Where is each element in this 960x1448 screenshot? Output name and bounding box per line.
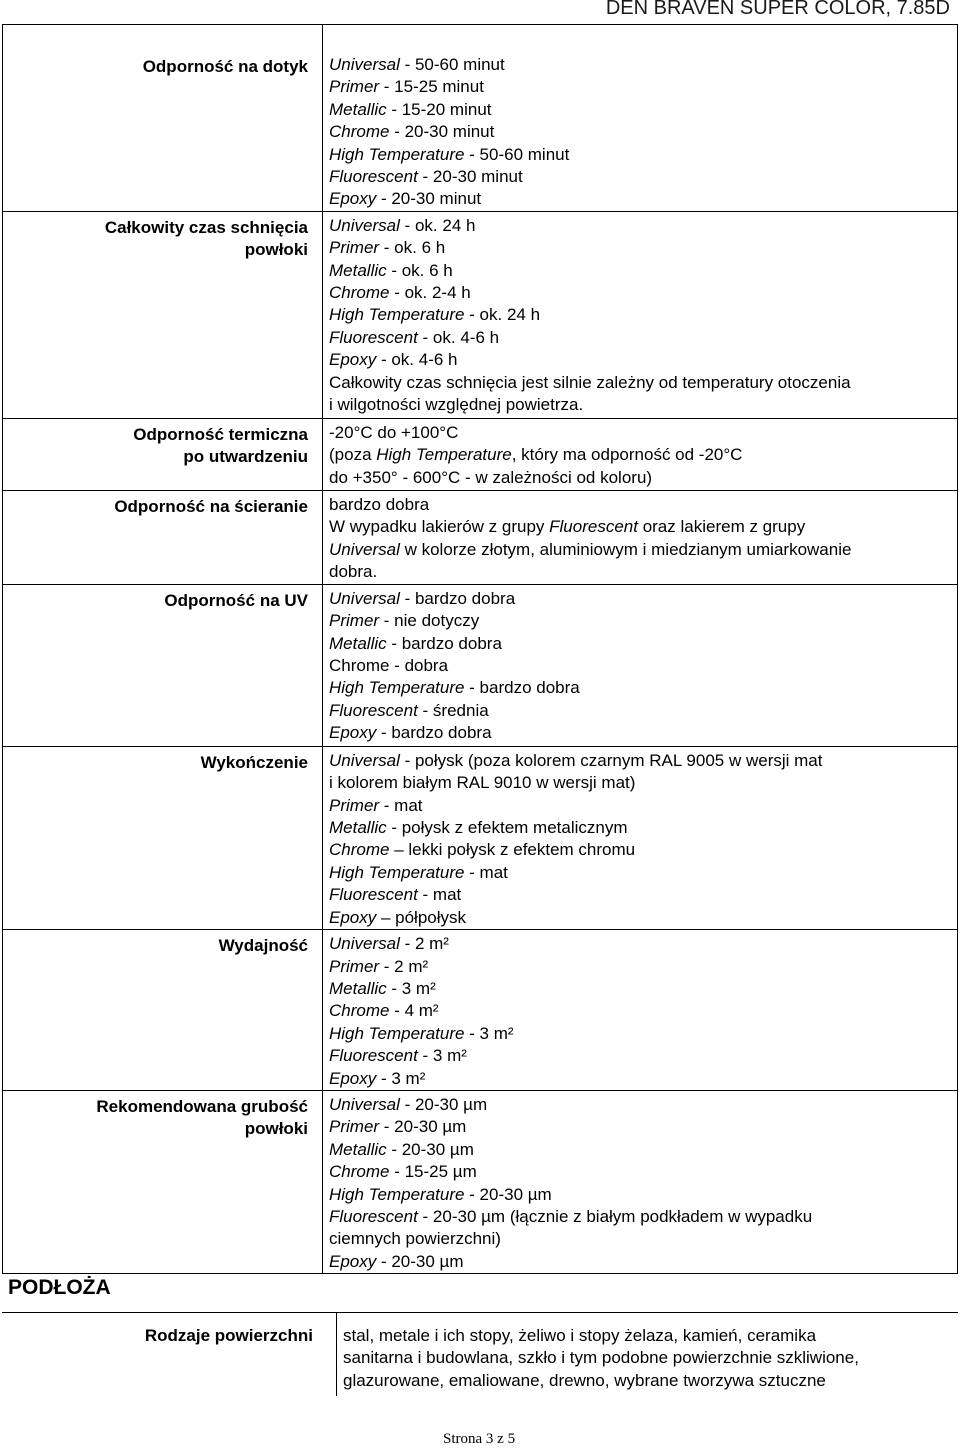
product-name: Universal [329, 539, 400, 559]
spec-value-line [329, 99, 949, 121]
product-name: High Temperature [376, 445, 512, 465]
spec-text: - 20-30 minut [417, 167, 523, 187]
spec-row [3, 490, 958, 584]
spec-text: Całkowity czas schnięcia jest silnie zależny od temperatury otoczenia [329, 372, 851, 392]
spec-table-body [3, 25, 958, 1274]
spec-table [2, 24, 958, 1274]
spec-value-line [329, 1228, 949, 1250]
product-name: Universal [329, 55, 400, 74]
spec-row [3, 211, 958, 418]
spec-value-line [329, 539, 949, 561]
spec-value-line [329, 700, 949, 722]
spec-text: w kolorze złotym, aluminiowym i miedzianym umiarkowanie [399, 539, 852, 559]
spec-value-line [329, 1139, 949, 1161]
spec-text: - 20-30 minut [376, 189, 482, 209]
spec-value-line [329, 494, 949, 516]
spec-label: powłoki [244, 240, 308, 260]
spec-text: - 3 m² [386, 978, 436, 998]
spec-text: - mat [379, 795, 423, 815]
spec-value-line [329, 144, 949, 166]
spec-label: Odporność na ścieranie [114, 496, 308, 516]
spec-text: - ok. 6 h [386, 260, 453, 280]
product-name: Universal [329, 215, 400, 235]
spec-text: - 50-60 minut [399, 55, 505, 74]
spec-value-line [329, 516, 949, 538]
product-name: Metallic [329, 978, 387, 998]
spec-text: - 20-30 µm [376, 1251, 464, 1271]
product-name: Universal [329, 934, 400, 954]
document-header: DEN BRAVEN SUPER COLOR, 7.85D [605, 0, 950, 19]
spec-value-cell [323, 418, 958, 490]
product-name: Primer [329, 956, 380, 976]
product-name: Metallic [329, 633, 387, 653]
spec-text: - połysk z efektem metalicznym [386, 818, 628, 838]
product-name: Fluorescent [329, 700, 418, 720]
spec-value-cell [323, 930, 958, 1091]
spec-value-line [329, 933, 949, 955]
product-name: High Temperature [329, 1184, 465, 1204]
spec-value-line [329, 327, 949, 349]
spec-text: - 2 m² [379, 956, 429, 976]
spec-value-line [329, 956, 949, 978]
spec-row [3, 25, 958, 212]
spec-row [3, 746, 958, 929]
spec-text: - 3 m² [464, 1023, 514, 1043]
product-name: Primer [329, 77, 380, 97]
spec-value-line [329, 121, 949, 143]
spec-text: – półpołysk [376, 907, 467, 927]
spec-value-cell [323, 584, 958, 746]
spec-text: , który ma odporność od -20°C [511, 445, 743, 465]
product-name: Fluorescent [549, 517, 638, 537]
spec-value-line [329, 588, 949, 610]
product-name: Fluorescent [329, 327, 418, 347]
spec-value-line [329, 394, 949, 416]
product-name: High Temperature [329, 678, 465, 698]
spec-value-line [329, 188, 949, 210]
spec-label: Rekomendowana grubość [96, 1096, 308, 1116]
product-name: Epoxy [329, 350, 377, 370]
spec-text: i wilgotności względnej powietrza. [329, 395, 584, 415]
spec-value-line [329, 467, 949, 489]
spec-text: - ok. 6 h [379, 238, 446, 258]
spec-text: - 20-30 µm [386, 1139, 474, 1159]
spec-row [3, 418, 958, 490]
spec-label-cell [3, 418, 323, 490]
product-name: Fluorescent [329, 885, 418, 905]
spec-label: Odporność termiczna [133, 424, 308, 444]
spec-text: - 3 m² [376, 1068, 426, 1088]
section-title: PODŁOŻA [8, 1276, 111, 1299]
spec-text: - 20-30 minut [389, 122, 495, 142]
spec-label-cell [3, 490, 323, 584]
spec-value-line [329, 54, 949, 76]
spec-text: - ok. 4-6 h [417, 327, 500, 347]
spec-value-line [329, 215, 949, 237]
product-name: Metallic [329, 818, 387, 838]
spec-value-line [329, 76, 949, 98]
product-name: Metallic [329, 260, 387, 280]
spec-text: - 20-30 µm [379, 1117, 467, 1137]
product-name: Primer [329, 238, 380, 258]
surface-types-line: sanitarna i budowlana, szkło i tym podobne powierzchnie szkliwione, [343, 1348, 859, 1368]
spec-value-line [329, 166, 949, 188]
product-name: Primer [329, 795, 380, 815]
spec-text: oraz lakierem z grupy [637, 517, 806, 537]
spec-value-line [329, 1068, 949, 1090]
spec-row [3, 930, 958, 1091]
section-divider-left [2, 1312, 336, 1313]
product-name: Primer [329, 611, 380, 631]
spec-text: - 20-30 µm [464, 1184, 552, 1204]
spec-value-line [329, 304, 949, 326]
spec-label: Wydajność [218, 936, 308, 956]
spec-text: - ok. 4-6 h [376, 350, 458, 370]
spec-label-cell [3, 1090, 323, 1273]
spec-value-line [329, 1116, 949, 1138]
spec-value-line [329, 1000, 949, 1022]
spec-value-line [329, 655, 949, 677]
spec-text: Chrome - dobra [329, 656, 449, 676]
spec-value-line [329, 610, 949, 632]
spec-text: – lekki połysk z efektem chromu [389, 840, 636, 860]
spec-value-line [329, 1184, 949, 1206]
product-name: High Temperature [329, 862, 465, 882]
spec-text: bardzo dobra [329, 494, 430, 514]
spec-text: i kolorem białym RAL 9010 w wersji mat) [329, 773, 636, 793]
surface-types-line: glazurowane, emaliowane, drewno, wybrane tworzywa sztuczne [343, 1370, 826, 1390]
spec-value-line [329, 1045, 949, 1067]
spec-text: - średnia [417, 700, 489, 720]
product-name: Chrome [329, 1001, 390, 1021]
spec-text: do +350° - 600°C - w zależności od koloru) [329, 467, 653, 487]
spec-text: - 2 m² [399, 934, 449, 954]
spec-text: dobra. [329, 562, 378, 582]
product-name: Universal [329, 750, 400, 770]
spec-value-line [329, 722, 949, 744]
spec-text: - 50-60 minut [464, 144, 570, 164]
spec-label: po utwardzeniu [183, 447, 308, 467]
spec-text: - ok. 2-4 h [389, 283, 471, 303]
product-name: Chrome [329, 840, 390, 860]
spec-text: ciemnych powierzchni) [329, 1229, 501, 1249]
product-name: Metallic [329, 1139, 387, 1159]
spec-value-cell [323, 490, 958, 584]
spec-value-line [329, 561, 949, 583]
product-name: Chrome [329, 122, 390, 142]
surface-types-label: Rodzaje powierzchni [144, 1326, 313, 1345]
spec-text: - 4 m² [389, 1001, 439, 1021]
spec-value-cell [323, 746, 958, 929]
spec-value-line [329, 372, 949, 394]
spec-text: - mat [417, 885, 462, 905]
spec-value-line [329, 772, 949, 794]
product-name: Fluorescent [329, 167, 418, 187]
product-name: High Temperature [329, 305, 465, 325]
spec-text: - 15-25 µm [389, 1162, 477, 1182]
product-name: Epoxy [329, 189, 377, 209]
product-name: Primer [329, 1117, 380, 1137]
product-name: Epoxy [329, 907, 377, 927]
spec-text: - bardzo dobra [376, 723, 492, 743]
spec-label: powłoki [244, 1119, 308, 1139]
spec-text: - ok. 24 h [464, 305, 541, 325]
spec-value-line [329, 750, 949, 772]
spec-text: - 20-30 µm [399, 1094, 488, 1114]
spec-label: Odporność na dotyk [142, 57, 308, 76]
section-divider-right [336, 1312, 958, 1313]
spec-value-line [329, 1206, 949, 1228]
spec-value-line [329, 795, 949, 817]
spec-text: - 15-20 minut [386, 99, 492, 119]
spec-text: -20°C do +100°C [329, 422, 459, 442]
product-name: Epoxy [329, 723, 377, 743]
spec-text: W wypadku lakierów z grupy [329, 517, 550, 537]
spec-value-line [329, 1161, 949, 1183]
spec-label-cell [3, 930, 323, 1091]
spec-text: - połysk (poza kolorem czarnym RAL 9005 w wersji mat [399, 750, 823, 770]
spec-label-cell [3, 211, 323, 418]
spec-text: - nie dotyczy [379, 611, 480, 631]
spec-value-line [329, 884, 949, 906]
spec-label-cell [3, 746, 323, 929]
spec-label-cell [3, 25, 323, 212]
spec-value-line [329, 839, 949, 861]
spec-value-line [329, 260, 949, 282]
product-name: Epoxy [329, 1251, 377, 1271]
spec-value-cell [323, 211, 958, 418]
spec-value-line [329, 633, 949, 655]
spec-value-line [329, 1251, 949, 1273]
surface-types-line: stal, metale i ich stopy, żeliwo i stopy żelaza, kamień, ceramika [343, 1326, 817, 1345]
spec-text: - 3 m² [417, 1046, 467, 1066]
section-divider-vertical [336, 1312, 337, 1396]
spec-value-line [329, 1094, 949, 1116]
spec-text: - mat [464, 862, 508, 882]
product-name: Universal [329, 1094, 400, 1114]
spec-row [3, 1090, 958, 1273]
page-number: Strona 3 z 5 [443, 1431, 516, 1447]
product-name: Chrome [329, 283, 390, 303]
spec-value-cell [323, 25, 958, 212]
spec-label: Całkowity czas schnięcia [104, 217, 308, 237]
spec-value-line [329, 349, 949, 371]
product-name: Chrome [329, 1162, 390, 1182]
spec-text: - bardzo dobra [399, 588, 516, 608]
spec-label: Odporność na UV [164, 590, 308, 610]
product-name: Universal [329, 588, 400, 608]
spec-text: - ok. 24 h [399, 215, 476, 235]
spec-text: (poza [329, 445, 377, 465]
spec-value-line [329, 444, 949, 466]
product-name: Metallic [329, 99, 387, 119]
product-name: Fluorescent [329, 1206, 418, 1226]
spec-value-line [329, 237, 949, 259]
spec-label-cell [3, 584, 323, 746]
product-name: Fluorescent [329, 1046, 418, 1066]
spec-text: - bardzo dobra [386, 633, 502, 653]
spec-text: - 20-30 µm (łącznie z białym podkładem w wypadku [417, 1206, 813, 1226]
spec-text: - 15-25 minut [379, 77, 484, 97]
spec-value-line [329, 282, 949, 304]
spec-value-cell [323, 1090, 958, 1273]
spec-label: Wykończenie [200, 752, 308, 772]
product-name: Epoxy [329, 1068, 377, 1088]
spec-value-line [329, 862, 949, 884]
spec-value-line [329, 978, 949, 1000]
surface-types-value [343, 1325, 953, 1392]
spec-value-line [329, 1023, 949, 1045]
product-name: High Temperature [329, 144, 465, 164]
spec-value-line [329, 677, 949, 699]
spec-value-line [329, 907, 949, 929]
spec-value-line [329, 817, 949, 839]
spec-value-line [329, 422, 949, 444]
product-name: High Temperature [329, 1023, 465, 1043]
spec-row [3, 584, 958, 746]
spec-text: - bardzo dobra [464, 678, 580, 698]
